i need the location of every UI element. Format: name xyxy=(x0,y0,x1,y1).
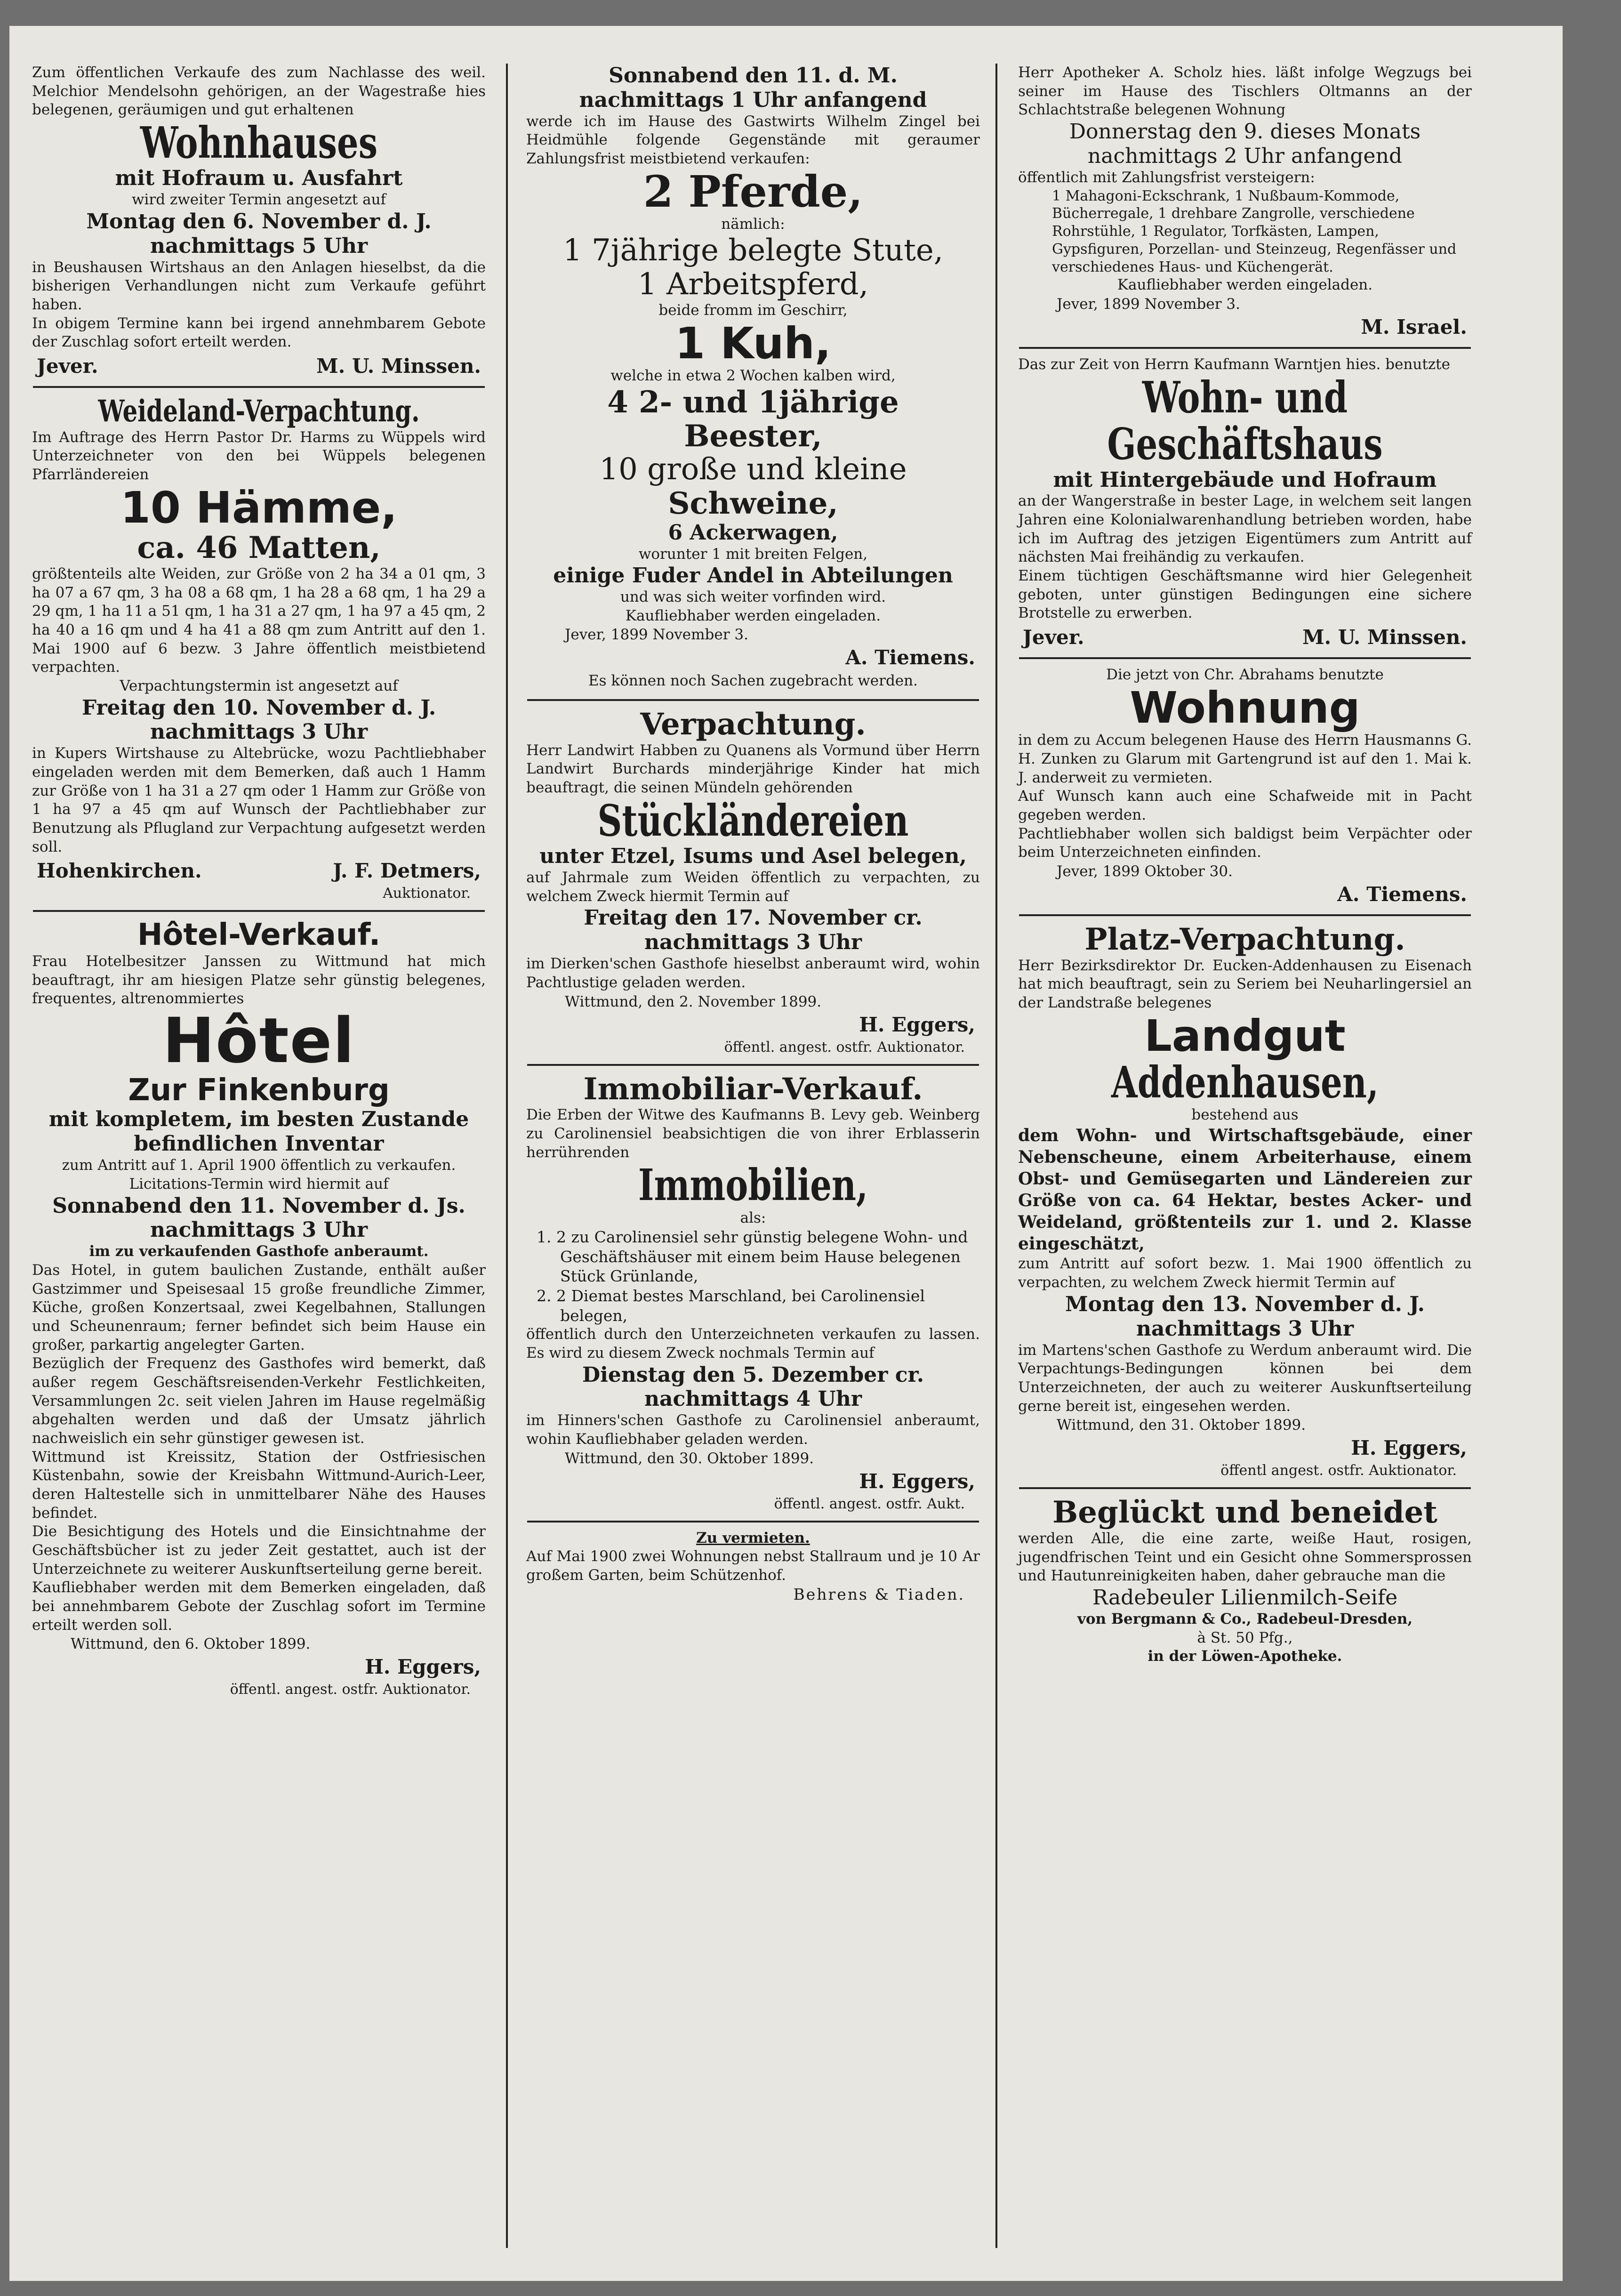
ad-line: zum Antritt auf 1. April 1900 öffentlich zu verkaufen. Licitations-Termin wird hiermit auf xyxy=(62,1157,456,1192)
ad-time: nachmittags 3 Uhr xyxy=(150,720,368,744)
ad-intro: Die jetzt von Chr. Abrahams benutzte xyxy=(1106,666,1384,684)
ad-time: nachmittags 4 Uhr xyxy=(644,1387,862,1411)
ad-line: beide fromm im Geschirr, xyxy=(658,302,848,319)
ad-headline: Hôtel xyxy=(162,1005,355,1078)
ad-auction-heidmuehle xyxy=(522,64,984,691)
ad-headline: Wohnhauses xyxy=(140,117,378,169)
ad-signer: M. U. Minssen. xyxy=(1302,626,1467,649)
ad-line: als: xyxy=(740,1209,766,1226)
ad-headline: Wohnung xyxy=(1130,682,1360,733)
divider xyxy=(1019,347,1471,349)
ad-body: Einem tüchtigen Geschäftsmanne wird hier Gelegenheit geboten, unter günstigen Bedingungen eine sichere Brotstelle zu erwerben. xyxy=(1018,567,1472,622)
ad-headline: Verpachtung. xyxy=(640,707,866,742)
ad-signer: J. F. Detmers, xyxy=(333,859,481,883)
ad-signer: Behrens & Tiaden. xyxy=(793,1585,965,1603)
ad-headline: Weideland-Verpachtung. xyxy=(98,394,420,429)
ad-dateline: Wittmund, den 6. Oktober 1899. xyxy=(71,1635,311,1653)
ad-line: 4 2- und 1jährige xyxy=(607,384,899,420)
ad-dateline: Wittmund, den 30. Oktober 1899. xyxy=(565,1450,814,1467)
ad-line: 10 große und kleine xyxy=(599,452,907,487)
ad-signer: H. Eggers, xyxy=(1351,1436,1467,1460)
divider xyxy=(527,1521,979,1523)
ad-note: Es können noch Sachen zugebracht werden. xyxy=(588,672,918,690)
ad-signer: A. Tiemens. xyxy=(845,646,975,669)
ad-subtitle: Zur Finkenburg xyxy=(128,1072,390,1108)
ad-date: Montag den 6. November d. J. xyxy=(86,209,432,234)
ad-intro: Zum öffentlichen Verkaufe des zum Nachlasse des weil. Melchior Mendelsohn gehörigen, an der Wagestraße hies belegenen, geräumigen und gut erhaltenen xyxy=(32,64,486,119)
ad-time: nachmittags 1 Uhr anfangend xyxy=(579,88,927,112)
ad-list: 1 Mahagoni-Eckschrank, 1 Nußbaum-Kommode, Bücherregale, 1 drehbare Zangrolle, verschiedene Rohrstühle, 1 Regulator, Torfkästen, Lampen, Gypsfiguren, Porzellan- und Steinzeug, Regenfässer und verschiedenes Haus- und Küchengerät. xyxy=(1052,187,1457,275)
ad-headline: Addenhausen, xyxy=(1111,1056,1379,1108)
divider xyxy=(527,699,979,701)
ad-dateline: Jever, 1899 November 3. xyxy=(1057,296,1240,313)
ad-list: dem Wohn- und Wirtschaftsgebäude, einer Nebenscheune, einem Arbeiterhause, einem Obst- und Gemüsegarten und Ländereien zur Größe von ca. 64 Hektar, bestes Acker- und Weideland, größtenteils zur 1. und 2. Klasse eingeschätzt, xyxy=(1018,1125,1472,1254)
ad-where: in der Löwen-Apotheke. xyxy=(1148,1648,1342,1665)
column-rule xyxy=(506,64,508,2248)
divider xyxy=(527,1064,979,1066)
ad-headline: Zu vermieten. xyxy=(696,1529,810,1547)
ad-price: à St. 50 Pfg., xyxy=(1197,1629,1293,1646)
ad-headline: Wohn- und xyxy=(1142,371,1348,423)
ad-role: öffentl. angest. ostfr. Auktionator. xyxy=(230,1681,471,1698)
ad-line: worunter 1 mit breiten Felgen, xyxy=(638,545,868,563)
ad-subtitle: mit kompletem, im besten Zustande befindlichen Inventar xyxy=(48,1107,469,1156)
ad-headline: Geschäftshaus xyxy=(1107,419,1383,470)
ad-place: Jever. xyxy=(37,354,98,378)
newspaper-page xyxy=(9,26,1563,2281)
ad-dateline: Jever, 1899 Oktober 30. xyxy=(1057,862,1233,880)
ad-wohnhaus xyxy=(28,64,490,378)
ad-line: Schweine, xyxy=(668,485,838,521)
ad-date: Dienstag den 5. Dezember cr. xyxy=(582,1362,924,1387)
ad-headline: Immobilien, xyxy=(638,1160,868,1211)
ad-body: in dem zu Accum belegenen Hause des Herrn Hausmanns G. H. Zunken zu Glarum mit Gartengrund ist auf den 1. Mai k. J. anderweit zu vermieten. xyxy=(1018,732,1472,786)
ad-time: nachmittags 3 Uhr xyxy=(644,930,862,955)
ad-intro: Herr Bezirksdirektor Dr. Eucken-Addenhausen zu Eisenach hat mich beauftragt, sein zu Seriem bei Neuharlingersiel an der Landstraße belegenes xyxy=(1018,957,1472,1011)
ad-line: Kaufliebhaber werden eingeladen. xyxy=(1117,276,1373,294)
ad-line: nämlich: xyxy=(721,216,785,233)
ad-time: nachmittags 5 Uhr xyxy=(150,234,368,258)
ad-intro: werde ich im Hause des Gastwirts Wilhelm Zingel bei Heidmühle folgende Gegenstände mit geraumer Zahlungsfrist meistbietend verkaufen: xyxy=(526,113,980,168)
ad-role: öffentl. angest. ostfr. Auktionator. xyxy=(724,1039,965,1055)
ad-date: Freitag den 10. November d. J. xyxy=(81,695,436,720)
ad-body: In obigem Termine kann bei irgend annehmbarem Gebote der Zuschlag sofort erteilt werden. xyxy=(32,314,486,351)
ad-wohnung xyxy=(1014,666,1476,906)
ad-intro: Die Erben der Witwe des Kaufmanns B. Levy geb. Weinberg zu Carolinensiel beabsichtigen die von ihrer Erblasserin herrührenden xyxy=(526,1106,980,1161)
ad-role: öffentl angest. ostfr. Auktionator. xyxy=(1220,1462,1457,1479)
ad-role: Auktionator. xyxy=(383,885,471,902)
ad-time: nachmittags 3 Uhr xyxy=(1136,1316,1354,1341)
column-middle xyxy=(522,64,984,2276)
ad-line: einige Fuder Andel in Abteilungen xyxy=(553,564,953,588)
column-right xyxy=(1014,64,1476,2276)
ad-subtitle: mit Hofraum u. Ausfahrt xyxy=(115,166,403,191)
ad-body: im Dierken'schen Gasthofe hieselbst anberaumt wird, wohin Pachtlustige geladen werden. xyxy=(526,955,980,991)
ad-headline: Stückländereien xyxy=(597,795,909,846)
ad-body: zum Antritt auf sofort bezw. 1. Mai 1900 öffentlich zu verpachten, zu welchem Zweck hiermit Termin auf xyxy=(1018,1255,1472,1291)
ad-signer: M. U. Minssen. xyxy=(316,354,481,378)
ad-date: Donnerstag den 9. dieses Monats xyxy=(1069,120,1421,144)
ad-intro: Herr Landwirt Habben zu Quanens als Vormund über Herrn Landwirt Burchards minderjährige Kinder hat mich beauftragt, die seinen Mündeln gehörenden xyxy=(526,741,980,797)
ad-body: in Beushausen Wirtshaus an den Anlagen hieselbst, da die bisherigen Verhandlungen nicht zum Verkaufe geführt haben. xyxy=(32,258,486,314)
ad-line: Verpachtungstermin ist angesetzt auf xyxy=(120,677,398,694)
ad-body: Pachtliebhaber wollen sich baldigst beim Verpächter oder beim Unterzeichneten einfinden. xyxy=(1018,825,1472,861)
ad-headline: Immobiliar-Verkauf. xyxy=(583,1071,923,1107)
ad-maker: von Bergmann & Co., Radebeul-Dresden, xyxy=(1077,1610,1413,1627)
ad-role: öffentl. angest. ostfr. Aukt. xyxy=(774,1495,965,1512)
ad-line: 1 7jährige belegte Stute, xyxy=(562,233,944,268)
ad-product: Radebeuler Lilienmilch-Seife xyxy=(1092,1585,1398,1610)
ad-headline: Platz-Verpachtung. xyxy=(1084,921,1405,957)
ad-headline: 10 Hämme, xyxy=(120,482,398,533)
ad-body: Auf Wunsch kann auch eine Schafweide mit in Pacht gegeben werden. xyxy=(1018,788,1472,823)
ad-verpachtung xyxy=(522,708,984,1055)
ad-body: an der Wangerstraße in bester Lage, in welchem seit langen Jahren eine Kolonialwarenhandlung betrieben worden, habe ich im Auftrag des jetzigen Eigentümers zum Antritt auf nächsten Mai freihändig zu verkaufen. xyxy=(1018,492,1472,566)
column-rule xyxy=(995,64,997,2248)
ad-headline: Landgut xyxy=(1144,1010,1346,1061)
ad-place: Jever. xyxy=(1023,626,1084,649)
ad-geschaeftshaus xyxy=(1014,355,1476,649)
divider xyxy=(33,386,485,388)
ad-headline: Hôtel-Verkauf. xyxy=(137,918,381,953)
ad-line: 6 Ackerwagen, xyxy=(668,520,838,545)
ad-signature xyxy=(1023,626,1467,649)
ad-date: Montag den 13. November d. J. xyxy=(1065,1292,1425,1316)
ad-line: welche in etwa 2 Wochen kalben wird, xyxy=(610,367,896,385)
ad-list-item: 1. 2 zu Carolinensiel sehr günstig belegene Wohn- und Geschäftshäuser mit einem beim Hause belegenen Stück Grünlande, xyxy=(537,1228,968,1286)
ad-signer: A. Tiemens. xyxy=(1337,882,1467,906)
ad-list-item: 2. 2 Diemat bestes Marschland, bei Carolinensiel belegen, xyxy=(537,1287,925,1325)
ad-time: nachmittags 3 Uhr xyxy=(150,1218,368,1242)
column-left xyxy=(28,64,490,2276)
ad-body: Auf Mai 1900 zwei Wohnungen nebst Stallraum und je 10 Ar großem Garten, beim Schützenhof. xyxy=(526,1548,980,1584)
ad-body: im Martens'schen Gasthofe zu Werdum anberaumt wird. Die Verpachtungs-Bedingungen können bei dem Unterzeichneten, der auch zu weiterer Auskunftserteilung gerne bereit ist, eingesehen werden. xyxy=(1018,1341,1472,1415)
ad-lilienmilch-seife xyxy=(1014,1496,1476,1666)
ad-line: bestehend aus xyxy=(1191,1106,1299,1124)
ad-intro: Das zur Zeit von Herrn Kaufmann Warntjen hies. benutzte xyxy=(1018,356,1450,373)
ad-time: nachmittags 2 Uhr anfangend xyxy=(1087,144,1403,168)
ad-line: wird zweiter Termin angesetzt auf xyxy=(131,191,386,209)
ad-weideland xyxy=(28,395,490,902)
ad-date: Sonnabend den 11. d. M. xyxy=(609,64,898,88)
ad-body: größtenteils alte Weiden, zur Größe von 2 ha 34 a 01 qm, 3 ha 07 a 67 qm, 3 ha 08 a 68 qm, 1 ha 28 a 68 qm, 1 ha 29 a 29 qm, 1 ha 11 a 51 qm, 1 ha 31 a 27 qm, 1 ha 97 a 45 qm, 2 ha 40 a 16 qm und 4 ha 41 a 88 qm zum Antritt auf den 1. Mai 1900 auf 6 bezw. 3 Jahre öffentlich meistbietend verpachten. xyxy=(32,565,486,676)
divider xyxy=(1019,1487,1471,1489)
ad-dateline: Wittmund, den 2. November 1899. xyxy=(565,993,822,1010)
ad-signer: M. Israel. xyxy=(1361,315,1467,339)
ad-body: Wittmund ist Kreissitz, Station der Ostfriesischen Küstenbahn, sowie der Kreisbahn Wittmund-Aurich-Leer, deren Haltestelle sich in unmittelbarer Nähe des Hauses befindet. xyxy=(32,1448,486,1522)
ad-body: werden Alle, die eine zarte, weiße Haut, rosigen, jugendfrischen Teint und ein Gesicht ohne Sommersprossen und Hautunreinigkeiten haben, daher gebrauche man die xyxy=(1018,1530,1472,1585)
ad-headline: Beglückt und beneidet xyxy=(1052,1495,1437,1531)
ad-dateline: Jever, 1899 November 3. xyxy=(565,626,748,644)
ad-line: 1 Arbeitspferd, xyxy=(637,266,869,302)
ad-body: Das Hotel, in gutem baulichen Zustande, enthält außer Gastzimmer und Speisesaal 15 große freundliche Zimmer, Küche, großen Konzertsaal, zwei Kegelbahnen, Stallungen und Scheunenraum; ferner befindet sich beim Hause ein großer, parkartig angelegter Garten. xyxy=(32,1261,486,1353)
ad-immobiliar xyxy=(522,1072,984,1512)
ad-signature xyxy=(37,859,481,882)
ad-body: in Kupers Wirtshause zu Altebrücke, wozu Pachtliebhaber eingeladen werden mit dem Bemerken, daß auch 1 Hamm zur Größe von 1 ha 31 a 27 qm oder 1 Hamm zur Größe von 1 ha 97 a 45 qm auf Wunsch der Pachtliebhaber zur Benutzung als Pflugland zur Verpachtung aufgesetzt werden soll. xyxy=(32,745,486,855)
ad-landgut xyxy=(1014,923,1476,1479)
ad-body: im Hinners'schen Gasthofe zu Carolinensiel anberaumt, wohin Kaufliebhaber geladen werden. xyxy=(526,1412,980,1448)
ad-body: Die Besichtigung des Hotels und die Einsichtnahme der Geschäftsbücher ist zu jeder Zeit gestattet, auch ist der Unterzeichnete zu weiterer Auskunftserteilung gerne bereit. xyxy=(32,1523,486,1578)
ad-headline: 1 Kuh, xyxy=(675,318,831,369)
divider xyxy=(1019,657,1471,659)
ad-line: im zu verkaufenden Gasthofe anberaumt. xyxy=(89,1243,429,1260)
ad-signer: H. Eggers, xyxy=(859,1013,975,1036)
ad-vermieten xyxy=(522,1529,984,1603)
ad-date: Freitag den 17. November cr. xyxy=(584,906,923,930)
ad-line: öffentlich mit Zahlungsfrist versteigern: xyxy=(1018,169,1315,186)
ad-line: Beester, xyxy=(684,418,822,454)
ad-subtitle: ca. 46 Matten, xyxy=(137,530,381,566)
divider xyxy=(33,910,485,912)
ad-body: Kaufliebhaber werden mit dem Bemerken eingeladen, daß bei annehmbarem Gebote der Zuschlag sofort im Termine erteilt werden soll. xyxy=(32,1579,486,1634)
ad-hotel xyxy=(28,918,490,1698)
ad-date: Sonnabend den 11. November d. Js. xyxy=(52,1193,465,1218)
ad-dateline: Wittmund, den 31. Oktober 1899. xyxy=(1057,1417,1306,1434)
divider xyxy=(1019,914,1471,916)
ad-line: Kaufliebhaber werden eingeladen. xyxy=(625,607,881,624)
ad-place: Hohenkirchen. xyxy=(37,859,202,883)
ad-scholz-auction xyxy=(1014,64,1476,338)
ad-intro: Im Auftrage des Herrn Pastor Dr. Harms zu Wüppels wird Unterzeichneter von den bei Wüppels belegenen Pfarrländereien xyxy=(32,428,486,483)
ad-intro: Herr Apotheker A. Scholz hies. läßt infolge Wegzugs bei seiner im Hause des Tischlers Oltmanns an der Schlachtstraße belegenen Wohnung xyxy=(1018,64,1472,119)
ad-subtitle: mit Hintergebäude und Hofraum xyxy=(1053,467,1437,492)
ad-subtitle: unter Etzel, Isums und Asel belegen, xyxy=(539,844,967,869)
ad-signature xyxy=(37,354,481,378)
ad-body: auf Jahrmale zum Weiden öffentlich zu verpachten, zu welchem Zweck hiermit Termin auf xyxy=(526,869,980,905)
ad-headline: 2 Pferde, xyxy=(643,166,863,217)
ad-body: öffentlich durch den Unterzeichneten verkaufen zu lassen. Es wird zu diesem Zweck nochmals Termin auf xyxy=(526,1326,980,1361)
ad-signer: H. Eggers, xyxy=(859,1469,975,1493)
ad-body: Bezüglich der Frequenz des Gasthofes wird bemerkt, daß außer regem Geschäftsreisenden-Verkehr Festlichkeiten, Versammlungen 2c. seit vielen Jahren im Hause regelmäßig abgehalten werden und daß der Umsatz jährlich nachweislich ein sehr günstiger gewesen ist. xyxy=(32,1355,486,1447)
ad-intro: Frau Hotelbesitzer Janssen zu Wittmund hat mich beauftragt, ihr am hiesigen Platze sehr günstig belegenes, frequentes, altrenommiertes xyxy=(32,953,486,1007)
ad-signer: H. Eggers, xyxy=(365,1655,481,1679)
ad-line: und was sich weiter vorfinden wird. xyxy=(620,588,886,606)
